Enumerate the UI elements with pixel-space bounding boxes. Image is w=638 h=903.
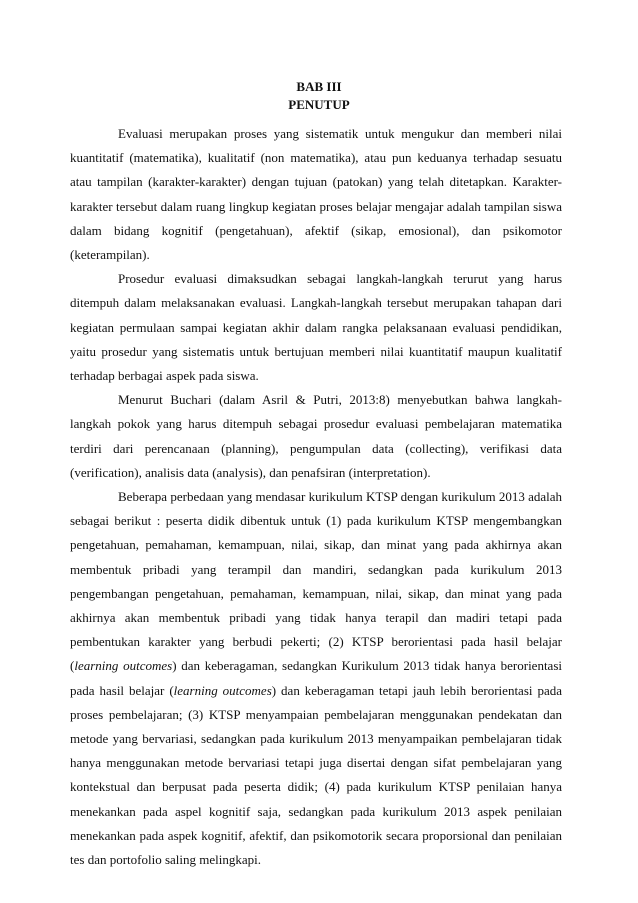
chapter-heading: BAB III (296, 79, 342, 94)
paragraph: Evaluasi merupakan proses yang sistematik untuk mengukur dan memberi nilai kuantitatif (matematika), kualitatif (non matematika), atau pun keduanya terhadap sesuatu atau tampilan (karakter-karakter) dengan tujuan (patokan) yang telah ditetapkan. Karakter-karakter tersebut dalam ruang lingkup kegiatan proses belajar mengajar adalah tampilan siswa dalam bidang kognitif (pengetahuan), afektif (sikap, emosional), dan psikomotor (keterampilan). (70, 126, 562, 263)
paragraph-text: ) dan keberagaman, sedangkan Kurikulum 2013 tidak hanya berorientasi pada hasil belajar ( (70, 658, 562, 698)
paragraph-text: ) dan keberagaman tetapi jauh lebih berorientasi pada proses pembelajaran; (3) KTSP menyampaian pembelajaran menggunakan pendekatan dan metode yang bervariasi, sedangkan pada kurikulum 2013 menyampaikan pembelajaran tidak hanya menggunakan metode bervariasi tetapi juga disertai dengan sifat pembelajaran yang kontekstual dan berpusat pada peserta didik; (4) pada kurikulum KTSP penilaian hanya menekankan pada aspel kognitif saja, sedangkan pada kurikulum 2013 aspek penilaian menekankan pada aspek kognitif, afektif, dan psikomotorik secara proporsional dan penilaian tes dan portofolio saling melingkapi. (70, 682, 562, 868)
italic-term: learning outcomes (74, 658, 173, 674)
paragraph: Menurut Buchari (dalam Asril & Putri, 2013:8) menyebutkan bahwa langkah-langkah pokok yang harus ditempuh sebagai prosedur evaluasi pembelajaran matematika terdiri dari perencanaan (planning), pengumpulan data (collecting), verifikasi data (verification), analisis data (analysis), dan penafsiran (interpretation). (70, 392, 562, 480)
body-text (70, 122, 562, 872)
chapter-title: PENUTUP (288, 97, 350, 112)
paragraph-text: Beberapa perbedaan yang mendasar kurikulum KTSP dengan kurikulum 2013 adalah sebagai berikut : peserta didik dibentuk untuk (1) pada kurikulum KTSP mengembangkan pengetahuan, pemahaman, kemampuan, nilai, sikap, dan minat yang pada akhirnya akan membentuk pribadi yang terampil dan mandiri, sedangkan pada kurikulum 2013 pengembangan pengetahuan, pemahaman, kemampuan, nilai, sikap, dan minat yang pada akhirnya akan membentuk pribadi yang tidak hanya terapil dan madiri tetapi pada pembentukan karakter yang berbudi pekerti; (2) KTSP berorientasi pada hasil belajar ( (70, 489, 562, 674)
italic-term: learning outcomes (173, 682, 272, 698)
paragraph (70, 485, 562, 872)
paragraph: Prosedur evaluasi dimaksudkan sebagai langkah-langkah terurut yang harus ditempuh dalam melaksanakan evaluasi. Langkah-langkah tersebut merupakan tahapan dari kegiatan permulaan sampai kegiatan akhir dalam rangka pelaksanaan evaluasi pendidikan, yaitu prosedur yang sistematis untuk bertujuan memberi nilai kuantitatif maupun kualitatif terhadap berbagai aspek pada siswa. (70, 271, 562, 384)
